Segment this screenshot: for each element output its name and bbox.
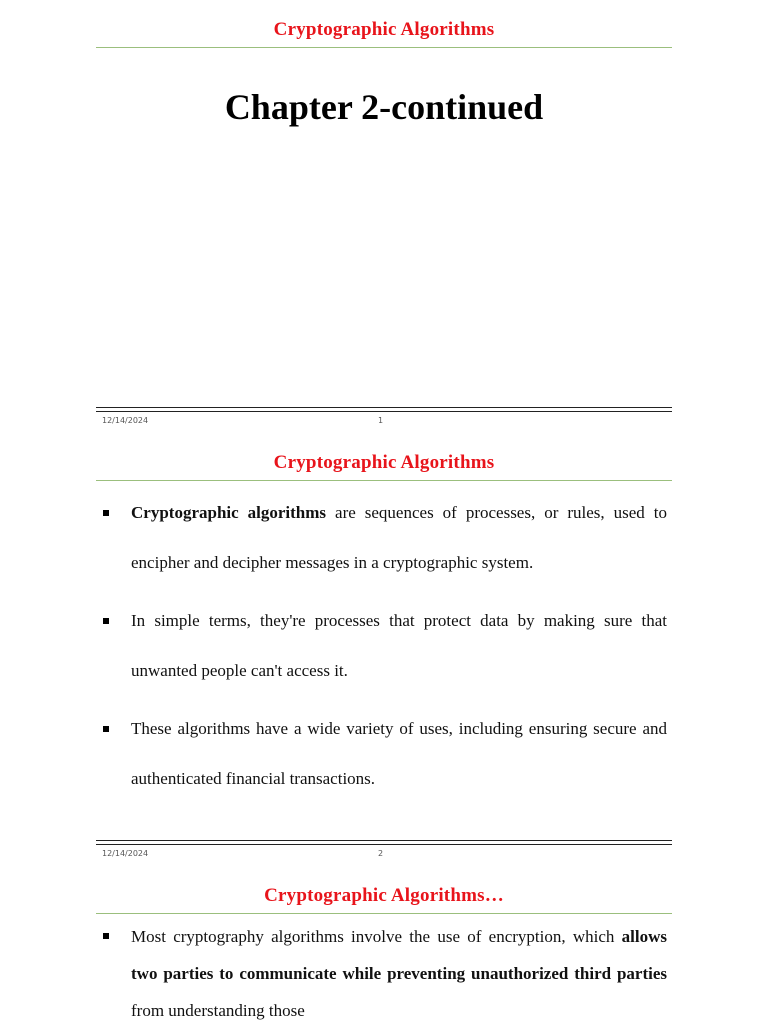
slide-2-bullet-1: Cryptographic algorithms are sequences of processes, or rules, used to encipher and decipher messages in a cryptographic system.: [100, 488, 667, 588]
slide-3-title-rule: [96, 913, 672, 914]
slide-1-title-rule: [96, 47, 672, 48]
slide-3-title: Cryptographic Algorithms…: [264, 885, 504, 906]
slide-2-bullet-2: In simple terms, they're processes that protect data by making sure that unwanted people can't access it.: [100, 596, 667, 696]
slide-3-bullet-1: Most cryptography algorithms involve the use of encryption, which allows two parties to communicate while preventing unauthorized third parties from understanding those: [100, 918, 667, 1029]
slide-1-title: Cryptographic Algorithms: [273, 19, 495, 40]
chapter-heading: Chapter 2-continued: [224, 87, 544, 127]
slide-2-footer-page: 2: [378, 849, 384, 858]
slide-2-footer-date: 12/14/2024: [102, 849, 149, 858]
square-bullet-icon: [103, 933, 109, 939]
slide-2-footer-rule: [96, 840, 672, 845]
slide-2-bullet-3: These algorithms have a wide variety of uses, including ensuring secure and authenticated financial transactions.: [100, 704, 667, 804]
slide-3-bullet-list: [100, 918, 667, 1029]
slide-1-footer-rule: [96, 407, 672, 412]
slide-1-footer-page: 1: [378, 416, 384, 425]
slide-1-footer-date: 12/14/2024: [102, 416, 149, 425]
square-bullet-icon: [103, 510, 109, 516]
slide-2-title-rule: [96, 480, 672, 481]
slide-2-title: Cryptographic Algorithms: [273, 452, 495, 473]
square-bullet-icon: [103, 726, 109, 732]
slide-2-bullet-list: [100, 488, 667, 812]
square-bullet-icon: [103, 618, 109, 624]
